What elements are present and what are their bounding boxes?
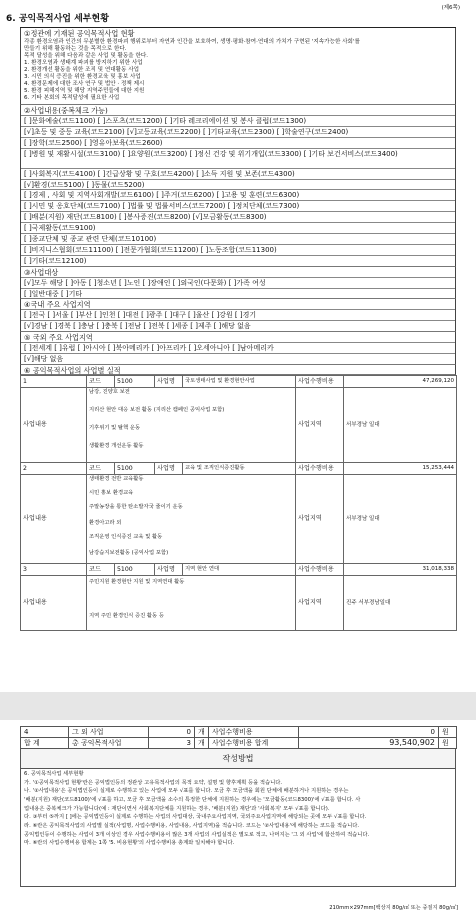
checkbox-line[interactable]: [ ]경제 , 사회 및 지역사회개발(코드6100) [ ]주거(코드6200) [ ]고용 및 훈련(코드6300)	[21, 189, 455, 200]
main-title: 6. 공익목적사업 세부현황	[6, 14, 109, 24]
code-label: 코드	[87, 376, 115, 388]
list-item: 남강, 진양호 보전	[89, 389, 130, 396]
section-target	[20, 267, 456, 300]
code-label: 코드	[87, 564, 115, 576]
biz-name-value[interactable]: 교육 및 조직인식증진활동	[183, 463, 296, 475]
biz-content-list[interactable]	[87, 576, 296, 631]
purpose-line: 1. 환경오염과 생태계 파괴를 방지하기 위한 사업	[24, 60, 143, 66]
checkbox-line[interactable]: [ ]문화예술(코드1100) [ ]스포츠(코드1200) [ ]기타 레크리에이션 및 봉사 클럽(코드1300)	[21, 115, 455, 126]
checkbox-line[interactable]: [ ]사회복지(코드4100) [ ]긴급상황 및 구호(코드4200) [ ]소득 지원 및 보존(코드4300)	[21, 168, 455, 179]
section-performance-title: ⑥ 공익목적사업의 사업별 실적	[20, 365, 456, 375]
checkbox-line[interactable]: [ ]비지니스협회(코드11100) [ ]전문가협회(코드11200) [ ]노동조합(코드11300)	[21, 244, 455, 255]
method-line: 가. '①공익목적사업 현황'란은 공익법인등의 정관상 고유목적사업의 목적 요약, 설명 및 향후계획 등을 적습니다.	[24, 779, 283, 786]
checkbox-line[interactable]: [√]모두 해당 [ ]아동 [ ]청소년 [ ]노인 [ ]장애인 [ ]외국인(다문화) [ ]가족 여성	[21, 277, 455, 288]
total-cost-value[interactable]: 93,540,902	[299, 738, 439, 749]
bottom-section	[20, 726, 456, 887]
list-item: 남강습지보전활동 (공익사업 포함)	[89, 550, 169, 557]
biz-region-value[interactable]: 진주 서부경남일대	[344, 576, 457, 631]
checkbox-line[interactable]: [ ]전세계 [ ]유럽 [ ]아시아 [ ]북아메리카 [ ]아프리카 [ ]오세아니아 [ ]남아메리카	[21, 342, 455, 353]
section-overseas-region-title: ⑤ 국외 주요 사업지역	[24, 333, 93, 343]
purpose-line: 목적 달성을 위해 다음과 같은 사업 및 활동을 한다.	[24, 53, 149, 59]
checkbox-line[interactable]: [ ]장학(코드2500) [ ]영유아보육(코드2600)	[21, 137, 455, 148]
list-item: 주말농장을 통한 탄소발자국 줄이기 운동	[89, 504, 183, 511]
method-title: 작성방법	[20, 749, 456, 769]
checkbox-line[interactable]: [√]경남 [ ]경북 [ ]충남 [ ]충북 [ ]전남 [ ]전북 [ ]세종 [ ]제주 [ ]해당 없음	[21, 320, 455, 331]
method-line: 나. '②사업내용'은 공익법인등이 실제로 수행하고 있는 사업에 모두 √표를 합니다. 모금 후 모금액을 회원 단체에 배분하거나 지원하는 경우는	[24, 788, 349, 795]
purpose-line: 4. 환경문제에 대한 조사 연구 및 법안 · 정책 제시	[24, 81, 145, 87]
other-biz-cost-value[interactable]: 0	[299, 727, 439, 738]
row-number: 2	[21, 463, 87, 475]
table-row	[21, 738, 457, 749]
method-line: 공익법인등이 수행하는 사업이 3개 이상인 경우 사업수행비용이 많은 3개 사업의 사업실적은 별도로 적고, 나머지는 '그 외 사업'에 합산하여 적습니다.	[24, 831, 370, 838]
section-business-content-title: ②사업내용(중복체크 가능)	[24, 106, 108, 115]
method-line: 6. 공익목적사업 세부현황	[24, 771, 84, 777]
checkbox-line[interactable]: [√]해당 없음	[21, 353, 455, 364]
other-biz-label: 그 외 사업	[69, 727, 149, 738]
biz-name-label: 사업명	[155, 463, 183, 475]
method-line: 라. ⑥란은 공익목적사업의 사업별 실적(사업명, 사업수행비용, 사업내용, 사업지역)을 적습니다. 코드는 '②사업내용'에 해당하는 코드를 적습니다.	[24, 823, 360, 830]
list-item: 시민 홍보 환경교육	[89, 490, 134, 497]
list-item: 지역 주민 환경인식 증진 활동 등	[89, 613, 164, 620]
biz-cost-label: 사업수행비용	[296, 463, 344, 475]
purpose-line: 3. 시민 의식 증진을 위한 환경교육 및 홍보 사업	[24, 74, 141, 80]
section-overseas-region	[20, 332, 456, 365]
purpose-line: 각종 환경오염과 인간의 무분별한 환경파괴 행위로부터 자연과 인간을 보호하여, 생명·평화·참여·연대의 가치가 구현된 '지속가능한 사회'를	[24, 39, 360, 45]
section-purpose-title: ①정관에 기재된 공익목적사업 현황	[24, 29, 135, 38]
row-number: 1	[21, 376, 87, 388]
biz-content-list[interactable]	[87, 388, 296, 463]
form-number: (제6쪽)	[441, 5, 460, 11]
code-value[interactable]: 5100	[115, 564, 155, 576]
total-biz-label: 총 공익목적사업	[69, 738, 149, 749]
page-break-band	[0, 692, 476, 720]
total-biz-count[interactable]: 3	[149, 738, 195, 749]
totals-table	[20, 726, 457, 749]
checkbox-line[interactable]: [√]초등 및 중등 교육(코드2100) [√]고등교육(코드2200) [ ]기타교육(코드2300) [ ]학술연구(코드2400)	[21, 126, 455, 137]
total-cost-label: 사업수행비용 합계	[209, 738, 299, 749]
biz-cost-label: 사업수행비용	[296, 376, 344, 388]
other-biz-cost-label: 사업수행비용	[209, 727, 299, 738]
checkbox-line[interactable]: [ ]배분(지원) 재단(코드8100) [ ]봉사증진(코드8200) [√]모금활동(코드8300)	[21, 211, 455, 222]
table-row	[21, 576, 457, 631]
section-purpose-body	[21, 38, 455, 104]
list-item: 조직운영 인식증진 교육 및 활동	[89, 534, 163, 541]
row-number: 3	[21, 564, 87, 576]
row-number: 4	[21, 727, 69, 738]
checkbox-line[interactable]: [ ]전국 [ ]서울 [ ]부산 [ ]인천 [ ]대전 [ ]광주 [ ]대구 [ ]울산 [ ]강원 [ ]경기	[21, 309, 455, 320]
biz-content-label: 사업내용	[21, 388, 87, 463]
list-item: 주민지원 환경현안 지원 및 지역연대 활동	[89, 579, 185, 586]
section-target-title: ③사업대상	[24, 267, 59, 277]
biz-region-label: 사업지역	[296, 475, 344, 564]
table-row	[21, 463, 457, 475]
method-body	[20, 769, 456, 887]
purpose-line: 5. 환경 피해지역 및 해당 지역주민들에 대한 지원	[24, 88, 145, 94]
won-unit: 원	[439, 738, 457, 749]
biz-region-value[interactable]: 서부경남 일대	[344, 388, 457, 463]
biz-name-value[interactable]: 지역 현안 연대	[183, 564, 296, 576]
code-label: 코드	[87, 463, 115, 475]
biz-name-value[interactable]: 국토생태사업 및 환경현안사업	[183, 376, 296, 388]
list-item: 환경아고라 외	[89, 520, 122, 527]
list-item: 생태환경 전반 교육활동	[89, 476, 144, 483]
table-row	[21, 376, 457, 388]
biz-region-label: 사업지역	[296, 576, 344, 631]
biz-region-value[interactable]: 서부경남 일대	[344, 475, 457, 564]
list-item: 기후위기 및 탈핵 운동	[89, 425, 141, 432]
method-line: 업내용은 중복체크가 가능합니다(예 : 재단이면서 사회복지단체를 지원하는 경우, '배분(지원) 재단'과 '사회복지' 모두 √표를 합니다).	[24, 805, 330, 812]
biz-cost-value[interactable]: 15,253,444	[344, 463, 457, 475]
method-line: 마. ⑥란의 사업수행비용 합계는 1쪽 '5. 비용현황'의 사업수행비용 총계와 일치해야 합니다.	[24, 840, 235, 847]
biz-cost-label: 사업수행비용	[296, 564, 344, 576]
biz-name-label: 사업명	[155, 376, 183, 388]
code-value[interactable]: 5100	[115, 376, 155, 388]
count-unit: 개	[195, 727, 209, 738]
checkbox-line[interactable]: [ ]종교단체 및 종교 관련 단체(코드10100)	[21, 233, 455, 244]
count-unit: 개	[195, 738, 209, 749]
section-domestic-region-title: ④국내 주요 사업지역	[24, 300, 91, 310]
list-item: 지리산 현안 대응 보전 활동 (지리산 캠페인 공익사업 포함)	[89, 407, 225, 414]
section-business-content	[20, 105, 456, 267]
checkbox-line[interactable]: [ ]국제활동(코드9100)	[21, 222, 455, 233]
section-domestic-region	[20, 299, 456, 332]
biz-cost-value[interactable]: 31,018,338	[344, 564, 457, 576]
form-sheet	[20, 27, 456, 631]
other-biz-count[interactable]: 0	[149, 727, 195, 738]
table-row	[21, 727, 457, 738]
purpose-line: 만들기 위해 활동하는 것을 목적으로 한다.	[24, 46, 127, 52]
checkbox-line[interactable]: [ ]병원 및 재활시설(코드3100) [ ]요양원(코드3200) [ ]정신 건강 및 위기개입(코드3300) [ ]기타 보건서비스(코드3400)	[21, 148, 455, 168]
section-purpose	[20, 28, 456, 105]
checkbox-line[interactable]: [ ]시민 및 옹호단체(코드7100) [ ]법률 및 법률서비스(코드7200) [ ]정치단체(코드7300)	[21, 200, 455, 211]
checkbox-line[interactable]: [ ]기타(코드12100)	[21, 255, 455, 266]
biz-content-label: 사업내용	[21, 475, 87, 564]
purpose-line: 2. 환경개선 활동을 위한 조직 및 연대활동 사업	[24, 67, 140, 73]
paper-spec: 210mm×297mm[백상지 80g/㎡ 또는 중질지 80g/㎡]	[329, 905, 458, 911]
table-row	[21, 564, 457, 576]
list-item: 생활환경 개선운동 활동	[89, 443, 144, 450]
code-value[interactable]: 5100	[115, 463, 155, 475]
biz-content-list[interactable]	[87, 475, 296, 564]
biz-region-label: 사업지역	[296, 388, 344, 463]
table-row	[21, 388, 457, 463]
purpose-line: 6. 기타 본회의 목적달성에 필요한 사업	[24, 95, 120, 101]
biz-content-label: 사업내용	[21, 576, 87, 631]
total-label: 합 계	[21, 738, 69, 749]
biz-cost-value[interactable]: 47,269,120	[344, 376, 457, 388]
checkbox-line[interactable]: [ ]일반대중 [ ]기타	[21, 288, 455, 299]
checkbox-line[interactable]: [√]환경(코드5100) [ ]동물(코드5200)	[21, 179, 455, 190]
method-line: 다. ③부터 ⑤까지 [ ]에는 공익법인등이 실제로 수행하는 사업의 사업대상, 국내주요사업지역, 국외주요사업지역에 해당되는 곳에 모두 √표를 합니다.	[24, 814, 367, 821]
biz-name-label: 사업명	[155, 564, 183, 576]
won-unit: 원	[439, 727, 457, 738]
performance-table	[20, 375, 457, 631]
table-row	[21, 475, 457, 564]
method-line: '배분(지원) 재단(코드8100)'에 √표를 하고, 모금 후 모금액을 소수의 특정한 단체에 지원하는 경우에는 '모금활동(코드8300)'에 √표를 합니다. 사	[24, 797, 361, 804]
